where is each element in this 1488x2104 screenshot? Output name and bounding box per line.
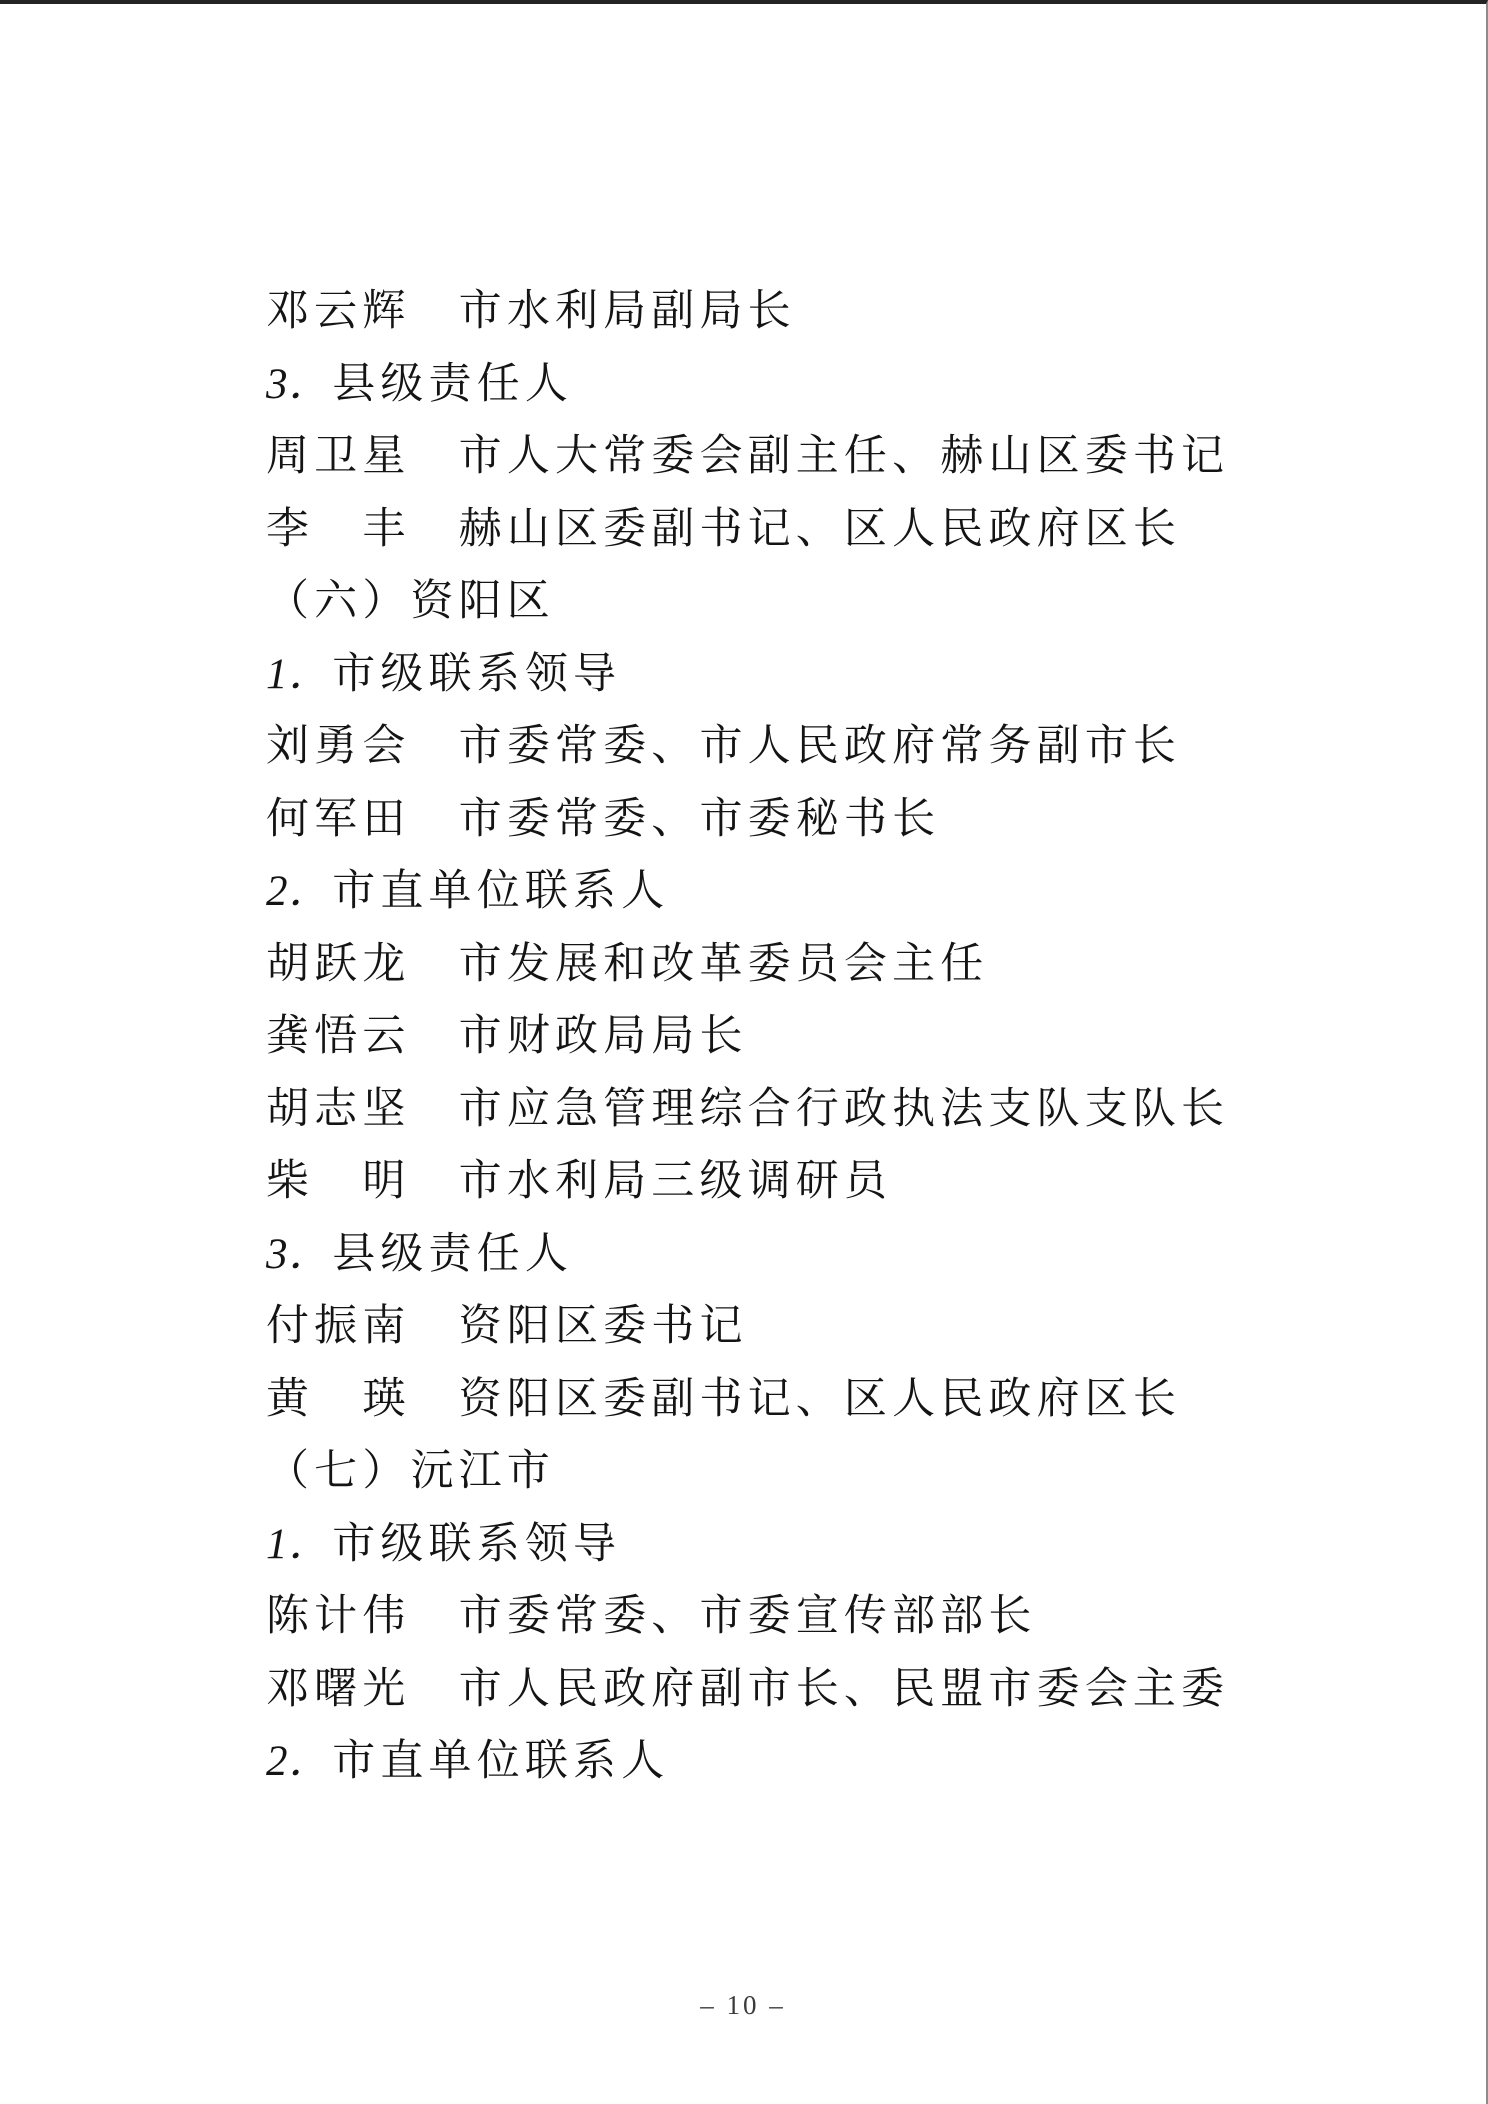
document-line-entry — [266, 1654, 1229, 1727]
entry-name: 付振南 — [266, 1303, 411, 1350]
heading-label: 县级责任人 — [332, 360, 574, 408]
entry-name: 周卫星 — [266, 433, 411, 480]
heading-label: 市级联系领导 — [332, 650, 622, 698]
heading-number: 2． — [266, 1738, 333, 1785]
document-line-entry — [266, 494, 1229, 567]
document-line-heading — [266, 1219, 1229, 1292]
section-label: （七）沅江市 — [266, 1448, 555, 1495]
entry-title: 市应急管理综合行政执法支队支队长 — [458, 1085, 1230, 1133]
heading-label: 县级责任人 — [332, 1230, 574, 1278]
entry-title: 市委常委、市委宣传部部长 — [458, 1593, 1037, 1640]
entry-title: 市发展和改革委员会主任 — [458, 940, 989, 988]
entry-title: 市水利局副局长 — [458, 288, 796, 335]
heading-label: 市级联系领导 — [332, 1520, 622, 1568]
entry-title: 资阳区委副书记、区人民政府区长 — [458, 1375, 1182, 1423]
entry-title: 市委常委、市人民政府常务副市长 — [458, 723, 1182, 770]
section-label: （六）资阳区 — [266, 578, 555, 625]
entry-title: 市人民政府副市长、民盟市委会主委 — [458, 1665, 1230, 1713]
heading-label: 市直单位联系人 — [332, 1738, 670, 1785]
heading-number: 3． — [266, 360, 333, 408]
heading-number: 1． — [266, 650, 333, 698]
page-number: – 10 – — [700, 1990, 786, 2020]
document-line-entry — [266, 1291, 1229, 1364]
document-line-entry — [266, 276, 1229, 349]
entry-name: 陈计伟 — [266, 1593, 411, 1640]
entry-title: 赫山区委副书记、区人民政府区长 — [458, 505, 1182, 553]
document-line-heading — [266, 856, 1229, 929]
document-line-heading — [266, 1726, 1229, 1799]
page-footer — [0, 1990, 1486, 2021]
entry-name: 胡志坚 — [266, 1085, 411, 1133]
entry-name: 李 丰 — [266, 505, 411, 553]
heading-number: 2． — [266, 868, 333, 915]
document-line-heading — [266, 349, 1229, 422]
document-line-entry — [266, 711, 1229, 784]
entry-name: 何军田 — [266, 795, 411, 843]
entry-name: 胡跃龙 — [266, 940, 411, 988]
document-line-entry — [266, 1146, 1229, 1219]
entry-title: 市人大常委会副主任、赫山区委书记 — [458, 433, 1230, 480]
document-line-entry — [266, 1001, 1229, 1074]
document-line-section — [266, 1436, 1229, 1509]
document-line-section — [266, 566, 1229, 639]
entry-title: 市财政局局长 — [458, 1013, 748, 1060]
document-line-entry — [266, 1364, 1229, 1437]
entry-name: 龚悟云 — [266, 1013, 411, 1060]
entry-title: 市委常委、市委秘书长 — [458, 795, 941, 843]
entry-name: 邓云辉 — [266, 288, 411, 335]
document-line-entry — [266, 1074, 1229, 1147]
entry-name: 柴 明 — [266, 1158, 411, 1205]
document-line-heading — [266, 1509, 1229, 1582]
entry-name: 邓曙光 — [266, 1665, 411, 1713]
entry-title: 市水利局三级调研员 — [458, 1158, 893, 1205]
document-line-entry — [266, 1581, 1229, 1654]
heading-number: 3． — [266, 1230, 333, 1278]
document-body — [266, 276, 1229, 1799]
document-line-entry — [266, 421, 1229, 494]
document-line-entry — [266, 784, 1229, 857]
entry-title: 资阳区委书记 — [458, 1303, 748, 1350]
entry-name: 刘勇会 — [266, 723, 411, 770]
document-line-entry — [266, 929, 1229, 1002]
entry-name: 黄 瑛 — [266, 1375, 411, 1423]
heading-number: 1． — [266, 1520, 333, 1568]
document-line-heading — [266, 639, 1229, 712]
heading-label: 市直单位联系人 — [332, 868, 670, 915]
